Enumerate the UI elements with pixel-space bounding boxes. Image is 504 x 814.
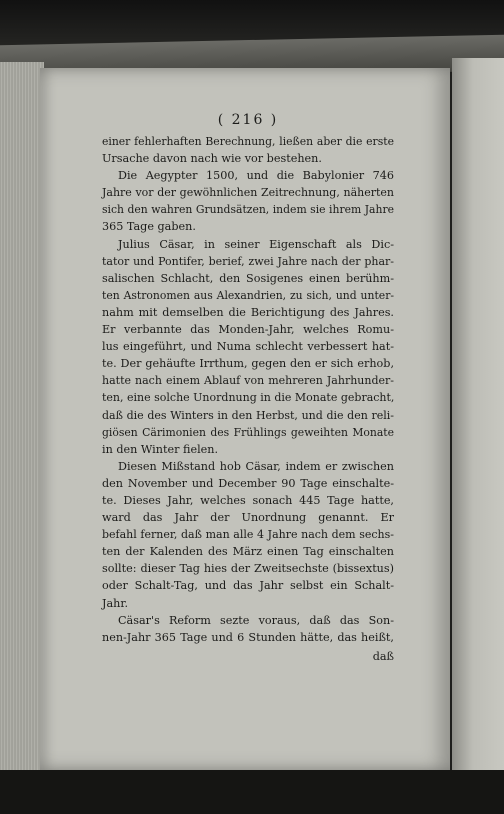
text-line: giösen Cärimonien des Frühlings geweihten Monate (102, 425, 394, 439)
text-line: nen-Jahr 365 Tage und 6 Stunden hätte, das heißt, (102, 630, 394, 644)
text-line: den November und December 90 Tage einschalte- (102, 476, 394, 490)
text-line: lus eingeführt, und Numa schlecht verbessert hat- (102, 340, 394, 354)
text-line: te. Der gehäufte Irrthum, gegen den er sich erhob, (102, 357, 394, 371)
text-line: 365 Tage gaben. (102, 220, 196, 234)
page-stack-edge (0, 62, 44, 774)
text-line: te. Dieses Jahr, welches sonach 445 Tage hatte, (102, 493, 394, 507)
text-line: nahm mit demselben die Berichtigung des Jahres. (102, 305, 394, 319)
text-line: ward das Jahr der Unordnung genannt. Er (102, 511, 394, 525)
text-line: ten der Kalenden des März einen Tag einschalten (102, 545, 394, 559)
text-line: in den Winter fielen. (102, 442, 219, 456)
text-line: sollte: dieser Tag hies der Zweitsechste (bissextus) (102, 562, 394, 576)
text-line: tator und Pontifer, berief, zwei Jahre nach der phar- (102, 254, 394, 268)
text-line: Cäsar's Reform sezte voraus, daß das Son- (118, 613, 394, 627)
text-line: daß die des Winters in den Herbst, und die den reli- (102, 408, 394, 422)
text-line: oder Schalt-Tag, und das Jahr selbst ein Schalt- (102, 579, 394, 593)
catchword: daß (372, 649, 394, 663)
text-line: Julius Cäsar, in seiner Eigenschaft als Dic- (118, 237, 394, 251)
text-line: ten, eine solche Unordnung in die Monate gebracht, (102, 391, 395, 405)
text-line: Die Aegypter 1500, und die Babylonier 746 (118, 169, 394, 183)
text-line: Diesen Mißstand hob Cäsar, indem er zwischen (118, 459, 394, 473)
photo-bottom-shadow (0, 770, 504, 814)
text-line: hatte nach einem Ablauf von mehreren Jahrhunder- (102, 374, 394, 388)
page-text-block (102, 112, 394, 665)
text-line: salischen Schlacht, den Sosigenes einen berühm- (102, 271, 394, 285)
text-line: ten Astronomen aus Alexandrien, zu sich, und unter- (102, 288, 394, 302)
text-line: sich den wahren Grundsätzen, indem sie ihrem Jahre (102, 203, 394, 217)
text-line: Er verbannte das Monden-Jahr, welches Romu- (102, 323, 394, 337)
text-line: Jahre vor der gewöhnlichen Zeitrechnung, näherten (102, 186, 394, 200)
text-line: einer fehlerhaften Berechnung, ließen aber die erste (102, 135, 394, 148)
text-line: Ursache davon nach wie vor bestehen. (102, 152, 322, 166)
text-line: befahl ferner, daß man alle 4 Jahre nach dem sechs- (102, 528, 394, 542)
facing-page-edge (452, 58, 504, 770)
page-number: ( 216 ) (217, 112, 279, 128)
text-line: Jahr. (102, 596, 129, 610)
